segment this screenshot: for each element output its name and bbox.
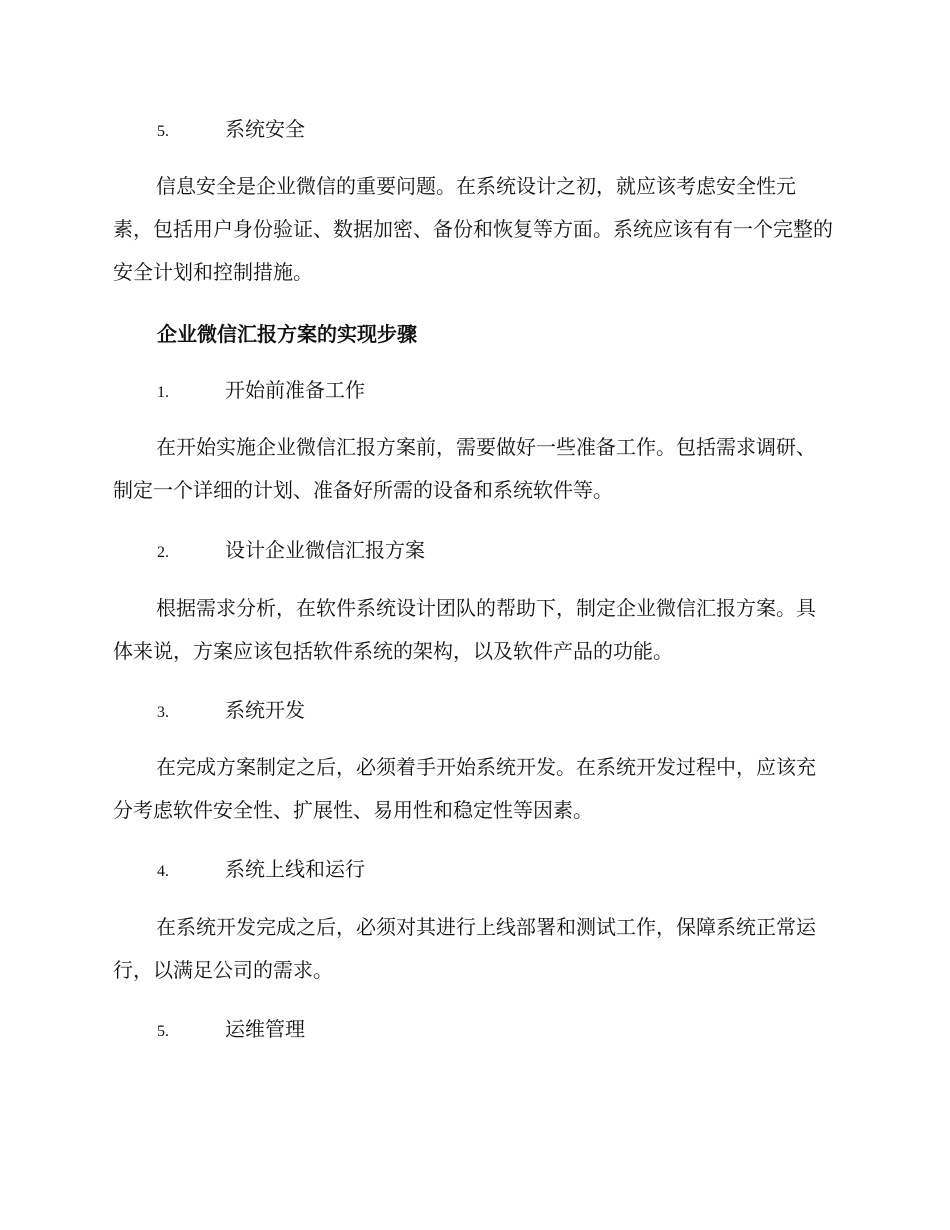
step-2-title: 设计企业微信汇报方案 bbox=[225, 538, 425, 562]
step-1-number: 1. bbox=[157, 384, 169, 401]
step-3-number: 3. bbox=[157, 704, 169, 721]
step-3-heading bbox=[157, 695, 305, 725]
step-2-heading bbox=[157, 535, 425, 565]
step-5-number: 5. bbox=[157, 1023, 169, 1040]
step-5-title: 运维管理 bbox=[225, 1017, 305, 1041]
step-1-heading bbox=[157, 375, 365, 405]
step-5-heading bbox=[157, 1014, 305, 1044]
security-title: 系统安全 bbox=[225, 117, 305, 141]
step-4-heading bbox=[157, 854, 365, 884]
step-4-title: 系统上线和运行 bbox=[225, 857, 365, 881]
step-4-paragraph: 在系统开发完成之后，必须对其进行上线部署和测试工作，保障系统正常运行，以满足公司的需求。 bbox=[113, 915, 816, 982]
step-2-paragraph: 根据需求分析，在软件系统设计团队的帮助下，制定企业微信汇报方案。具体来说，方案应该包括软件系统的架构，以及软件产品的功能。 bbox=[113, 596, 816, 663]
step-3-title: 系统开发 bbox=[225, 698, 305, 722]
step-3-paragraph: 在完成方案制定之后，必须着手开始系统开发。在系统开发过程中，应该充分考虑软件安全性、扩展性、易用性和稳定性等因素。 bbox=[113, 755, 816, 822]
security-number: 5. bbox=[157, 123, 169, 140]
step-4-number: 4. bbox=[157, 863, 169, 880]
step-2-number: 2. bbox=[157, 544, 169, 561]
step-1-title: 开始前准备工作 bbox=[225, 378, 365, 402]
section-title: 企业微信汇报方案的实现步骤 bbox=[157, 322, 417, 346]
step-1-paragraph: 在开始实施企业微信汇报方案前，需要做好一些准备工作。包括需求调研、制定一个详细的计划、准备好所需的设备和系统软件等。 bbox=[113, 435, 816, 502]
security-paragraph: 信息安全是企业微信的重要问题。在系统设计之初，就应该考虑安全性元素，包括用户身份验证、数据加密、备份和恢复等方面。系统应该有有一个完整的安全计划和控制措施。 bbox=[113, 174, 833, 284]
security-heading bbox=[157, 114, 305, 144]
